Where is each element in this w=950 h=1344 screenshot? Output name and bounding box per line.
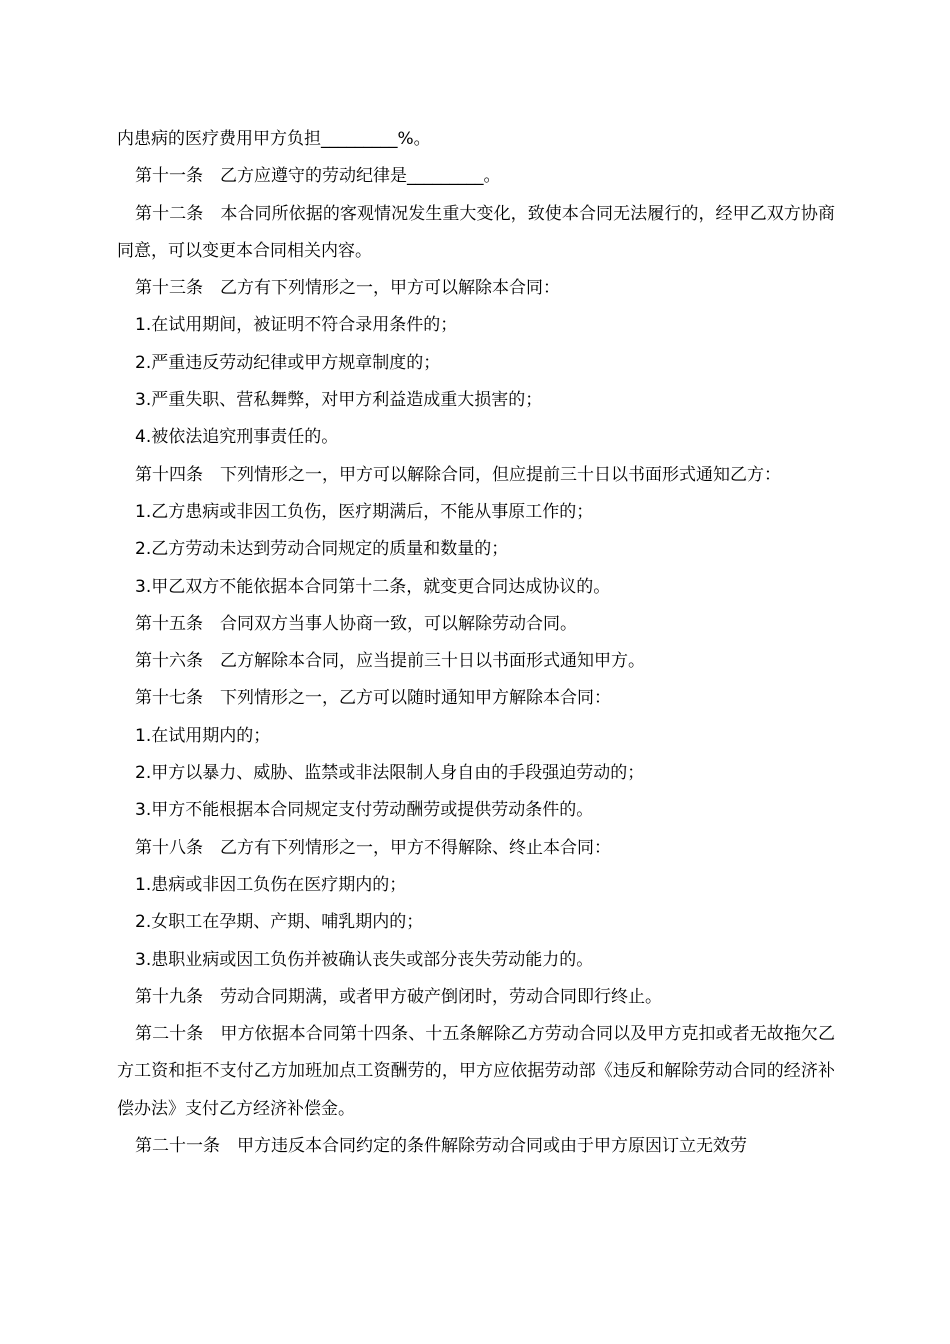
paragraph: 第二十一条 甲方违反本合同约定的条件解除劳动合同或由于甲方原因订立无效劳 [135,1136,747,1157]
paragraph: 第十八条 乙方有下列情形之一，甲方不得解除、终止本合同： [135,837,611,858]
list-item: 3.患职业病或因工负伤并被确认丧失或部分丧失劳动能力的。 [135,949,594,970]
list-item: 3.严重失职、营私舞弊，对甲方利益造成重大损害的； [135,390,543,411]
paragraph: 第十四条 下列情形之一，甲方可以解除合同，但应提前三十日以书面形式通知乙方： [135,464,781,485]
paragraph: 第十六条 乙方解除本合同，应当提前三十日以书面形式通知甲方。 [135,651,645,672]
paragraph: 第十五条 合同双方当事人协商一致，可以解除劳动合同。 [135,613,577,634]
list-item: 2.女职工在孕期、产期、哺乳期内的； [135,912,424,933]
list-item: 4.被依法追究刑事责任的。 [135,427,339,448]
list-item: 1.在试用期内的； [135,725,271,746]
list-item: 3.甲方不能根据本合同规定支付劳动酬劳或提供劳动条件的。 [135,800,594,821]
list-item: 2.甲方以暴力、威胁、监禁或非法限制人身自由的手段强迫劳动的； [135,763,645,784]
paragraph: 第十九条 劳动合同期满，或者甲方破产倒闭时，劳动合同即行终止。 [135,986,662,1007]
paragraph: 第十七条 下列情形之一，乙方可以随时通知甲方解除本合同： [135,688,611,709]
paragraph: 第十二条 本合同所依据的客观情况发生重大变化，致使本合同无法履行的，经甲乙双方协商同意，可以变更本合同相关内容。 [117,203,835,261]
list-item: 1.乙方患病或非因工负伤，医疗期满后，不能从事原工作的； [135,501,594,522]
paragraph: 第二十条 甲方依据本合同第十四条、十五条解除乙方劳动合同以及甲方克扣或者无故拖欠乙方工资和拒不支付乙方加班加点工资酬劳的，甲方应依据劳动部《违反和解除劳动合同的经济补偿办法》支付乙方经济补偿金。 [117,1024,835,1119]
document-page [117,121,835,1165]
list-item: 3.甲乙双方不能依据本合同第十二条，就变更合同达成协议的。 [135,576,611,597]
paragraph: 内患病的医疗费用甲方负担_________%。 [117,129,431,149]
paragraph: 第十一条 乙方应遵守的劳动纪律是_________。 [135,166,501,187]
list-item: 2.严重违反劳动纪律或甲方规章制度的； [135,352,441,373]
list-item: 1.在试用期间，被证明不符合录用条件的； [135,315,458,336]
list-item: 1.患病或非因工负伤在医疗期内的； [135,874,407,895]
list-item: 2.乙方劳动未达到劳动合同规定的质量和数量的； [135,539,509,560]
paragraph: 第十三条 乙方有下列情形之一，甲方可以解除本合同： [135,278,560,299]
